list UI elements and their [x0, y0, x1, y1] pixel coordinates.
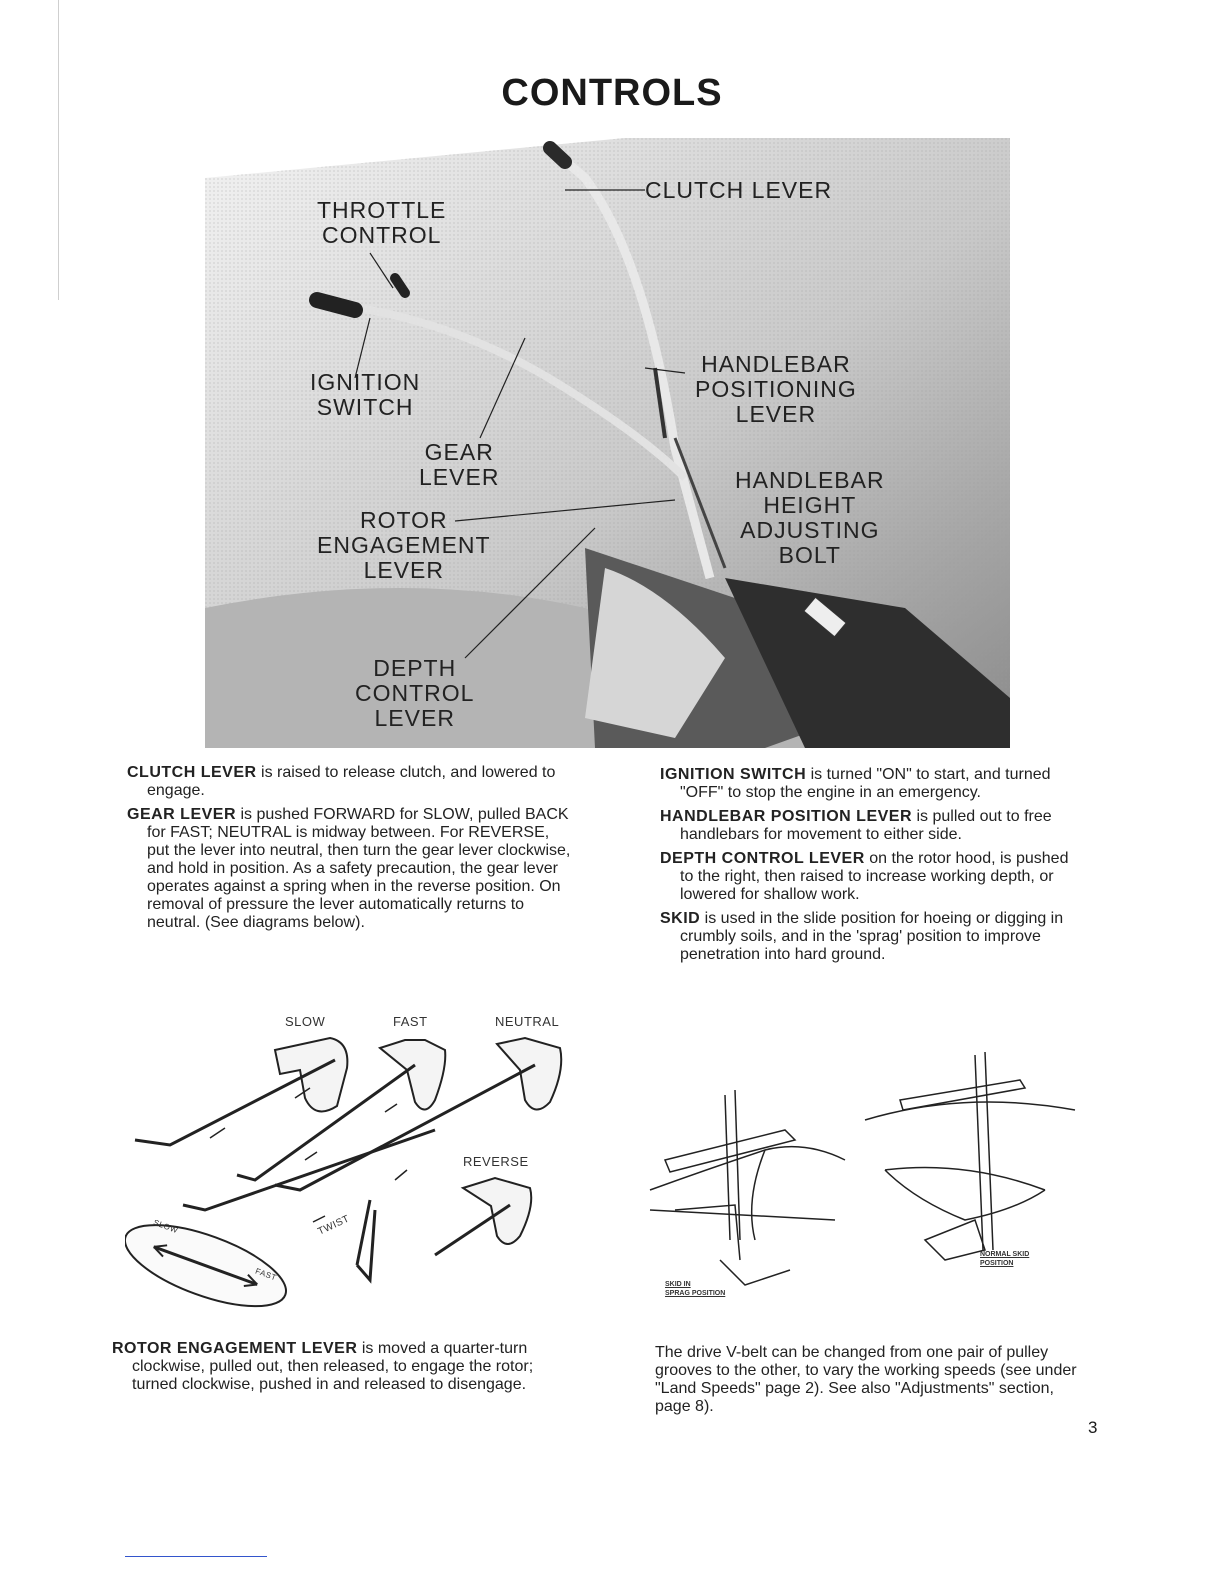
label-throttle-control: THROTTLE CONTROL [317, 197, 447, 248]
twist-label: TWIST [316, 1213, 352, 1238]
margin-line [58, 0, 59, 300]
rotor-engagement-description: ROTOR ENGAGEMENT LEVER is moved a quarter-turn clockwise, pulled out, then released, to engage the rotor; turned clockwise, pushed in and released to disengage. [112, 1340, 534, 1393]
controls-photo [205, 138, 1010, 748]
label-rotor-engagement-lever: ROTOR ENGAGEMENT LEVER [317, 507, 491, 583]
right-text-column [660, 766, 1086, 970]
gear-slow-label: SLOW [285, 1014, 326, 1029]
gear-neutral-label: NEUTRAL [495, 1014, 560, 1029]
label-depth-control-lever: DEPTH CONTROL LEVER [355, 655, 475, 731]
plate-fast-label: FAST [254, 1266, 278, 1283]
label-clutch-lever: CLUTCH LEVER [645, 177, 833, 203]
page-number: 3 [1088, 1418, 1098, 1437]
skid-diagram-graphic [645, 1040, 1090, 1310]
left-text-column [127, 764, 573, 938]
ignition-switch-description: IGNITION SWITCH is turned "ON" to start, and turned "OFF" to stop the engine in an emergency. [660, 766, 1051, 801]
skid-diagram [645, 1040, 1090, 1310]
depth-control-lever-description: DEPTH CONTROL LEVER on the rotor hood, is pushed to the right, then raised to increase working depth, or lowered for shallow work. [660, 850, 1069, 903]
handlebar-position-lever-description: HANDLEBAR POSITION LEVER is pulled out to free handlebars for movement to either side. [660, 808, 1052, 843]
bottom-rule [125, 1556, 267, 1557]
normal-skid-position-label: NORMAL SKID POSITION [980, 1251, 1030, 1267]
label-handlebar-height-bolt: HANDLEBAR HEIGHT ADJUSTING BOLT [735, 467, 885, 568]
sprag-position-label: SKID IN SPRAG POSITION [665, 1281, 726, 1297]
gear-fast-label: FAST [393, 1014, 428, 1029]
gear-lever-diagram [125, 1010, 585, 1310]
gear-reverse-label: REVERSE [463, 1154, 529, 1169]
skid-description: SKID is used in the slide position for hoeing or digging in crumbly soils, and in the 'sprag' position to improve penetration into hard ground. [660, 910, 1064, 963]
clutch-lever-description: CLUTCH LEVER is raised to release clutch, and lowered to engage. [127, 764, 556, 799]
gear-lever-description: GEAR LEVER is pushed FORWARD for SLOW, pulled BACK for FAST; NEUTRAL is midway between. For REVERSE, put the lever into neutral, then turn the gear lever clockwise, and hold in position. As a safety precaution, the gear lever operates against a spring when in the reverse position. On removal of pressure the lever automatically returns to neutral. (See diagrams below). [127, 806, 571, 931]
page-title: CONTROLS [501, 72, 723, 114]
vbelt-paragraph: The drive V-belt can be changed from one pair of pulley grooves to the other, to vary the working speeds (see under "Land Speeds" page 2). See also "Adjustments" section, page 8). [655, 1344, 1077, 1415]
label-handlebar-positioning-lever: HANDLEBAR POSITIONING LEVER [695, 351, 857, 427]
plate-slow-label: SLOW [152, 1217, 180, 1236]
label-gear-lever: GEAR LEVER [419, 439, 500, 490]
label-ignition-switch: IGNITION SWITCH [310, 369, 421, 420]
